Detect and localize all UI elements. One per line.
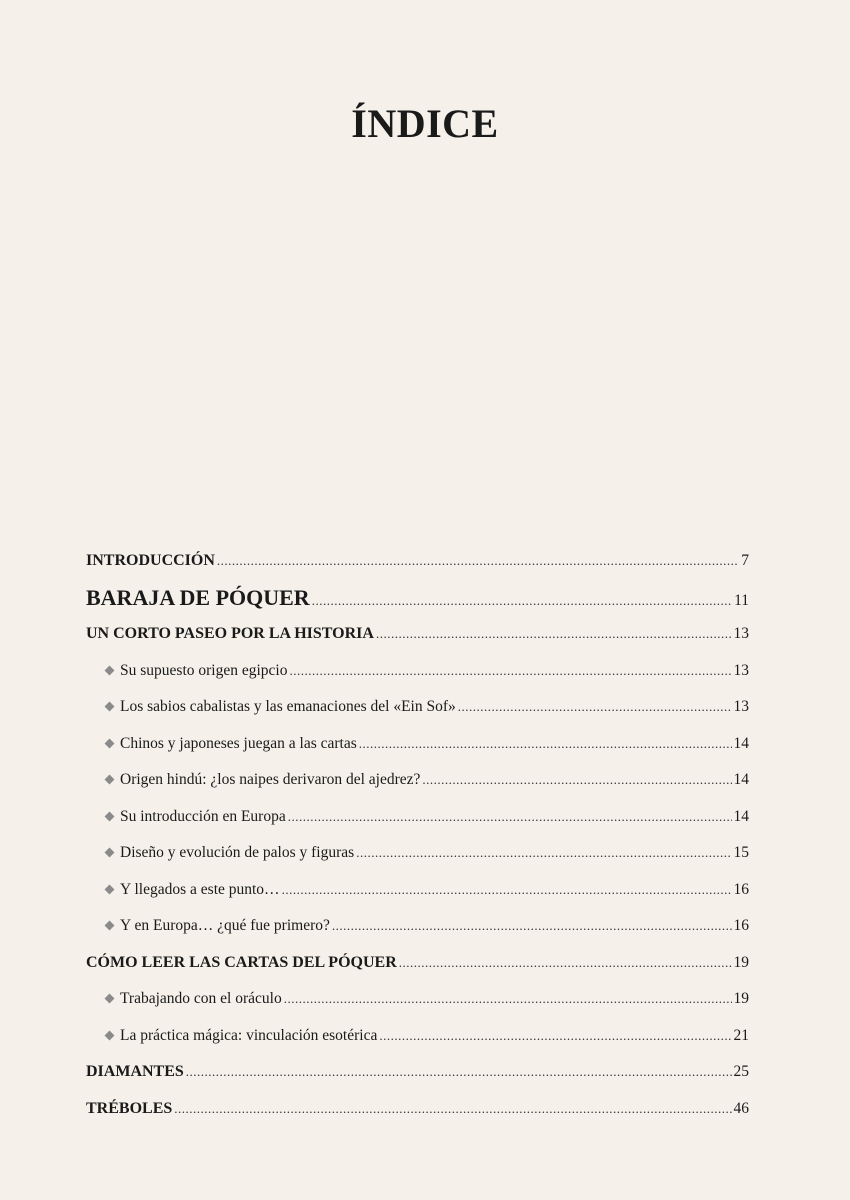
diamond-bullet-icon	[105, 738, 115, 748]
table-of-contents	[86, 543, 749, 1127]
toc-entry-introduccion[interactable]	[86, 543, 749, 580]
diamond-bullet-icon	[105, 775, 115, 785]
toc-subentry-practica-magica[interactable]	[86, 1018, 749, 1055]
toc-subentry-origen-hindu[interactable]	[86, 762, 749, 799]
dot-leader	[376, 616, 732, 653]
diamond-bullet-icon	[105, 921, 115, 931]
toc-page-number: 14	[733, 807, 749, 825]
toc-entry-label: INTRODUCCIÓN	[86, 552, 215, 569]
dot-leader	[282, 872, 732, 909]
toc-page-number: 11	[734, 591, 749, 609]
toc-entry-label: Su introducción en Europa	[120, 807, 286, 825]
diamond-bullet-icon	[105, 1030, 115, 1040]
toc-entry-label: CÓMO LEER LAS CARTAS DEL PÓQUER	[86, 953, 397, 971]
toc-entry-treboles[interactable]	[86, 1091, 749, 1128]
toc-entry-label: Trabajando con el oráculo	[120, 990, 282, 1007]
toc-subentry-llegados-punto[interactable]	[86, 872, 749, 909]
dot-leader	[422, 762, 731, 799]
toc-entry-label: BARAJA DE PÓQUER	[86, 584, 310, 610]
dot-leader	[186, 1054, 732, 1091]
diamond-bullet-icon	[105, 884, 115, 894]
toc-entry-label: Origen hindú: ¿los naipes derivaron del ajedrez?	[120, 771, 421, 788]
toc-entry-label: Chinos y japoneses juegan a las cartas	[120, 734, 357, 752]
page-title: ÍNDICE	[351, 101, 499, 146]
toc-page-number: 7	[741, 552, 749, 569]
toc-entry-baraja-de-poquer[interactable]	[86, 580, 749, 617]
toc-page-number: 16	[733, 917, 749, 934]
toc-page-number: 13	[733, 625, 749, 642]
dot-leader	[399, 945, 732, 982]
dot-leader	[356, 835, 731, 872]
toc-subentry-cabalistas[interactable]	[86, 689, 749, 726]
toc-page-number: 25	[733, 1063, 749, 1080]
dot-leader	[289, 653, 731, 690]
dot-leader	[217, 543, 739, 580]
toc-page-number: 19	[733, 953, 749, 971]
diamond-bullet-icon	[105, 811, 115, 821]
toc-subentry-introduccion-europa[interactable]	[86, 799, 749, 836]
diamond-bullet-icon	[105, 994, 115, 1004]
toc-entry-label: Y llegados a este punto…	[120, 880, 280, 898]
dot-leader	[312, 583, 732, 620]
toc-page-number: 13	[733, 698, 749, 715]
toc-subentry-chinos-japoneses[interactable]	[86, 726, 749, 763]
toc-page-number: 15	[733, 844, 749, 861]
toc-subentry-origen-egipcio[interactable]	[86, 653, 749, 690]
toc-entry-como-leer[interactable]	[86, 945, 749, 982]
toc-subentry-oraculo[interactable]	[86, 981, 749, 1018]
diamond-bullet-icon	[105, 848, 115, 858]
toc-entry-diamantes[interactable]	[86, 1054, 749, 1091]
dot-leader	[284, 981, 732, 1018]
toc-page-number: 14	[733, 771, 749, 788]
diamond-bullet-icon	[105, 702, 115, 712]
toc-entry-label: Los sabios cabalistas y las emanaciones del «Ein Sof»	[120, 698, 456, 715]
toc-page-number: 14	[733, 734, 749, 752]
toc-entry-label: Su supuesto origen egipcio	[120, 661, 288, 679]
toc-entry-label: Y en Europa… ¿qué fue primero?	[120, 917, 330, 934]
toc-page-number: 21	[733, 1026, 749, 1044]
toc-page-number: 19	[733, 990, 749, 1007]
dot-leader	[359, 726, 732, 763]
dot-leader	[332, 908, 732, 945]
dot-leader	[288, 799, 732, 836]
toc-page-number: 13	[733, 661, 749, 679]
toc-entry-label: La práctica mágica: vinculación esotérica	[120, 1026, 378, 1044]
toc-entry-label: DIAMANTES	[86, 1063, 184, 1080]
toc-entry-label: TRÉBOLES	[86, 1099, 173, 1117]
toc-subentry-diseno-evolucion[interactable]	[86, 835, 749, 872]
toc-page-number: 46	[733, 1099, 749, 1117]
dot-leader	[174, 1091, 731, 1128]
toc-entry-label: Diseño y evolución de palos y figuras	[120, 844, 355, 861]
dot-leader	[458, 689, 732, 726]
toc-subentry-europa-primero[interactable]	[86, 908, 749, 945]
dot-leader	[379, 1018, 731, 1055]
toc-entry-historia[interactable]	[86, 616, 749, 653]
toc-page-number: 16	[733, 880, 749, 898]
toc-entry-label: UN CORTO PASEO POR LA HISTORIA	[86, 625, 374, 642]
diamond-bullet-icon	[105, 665, 115, 675]
